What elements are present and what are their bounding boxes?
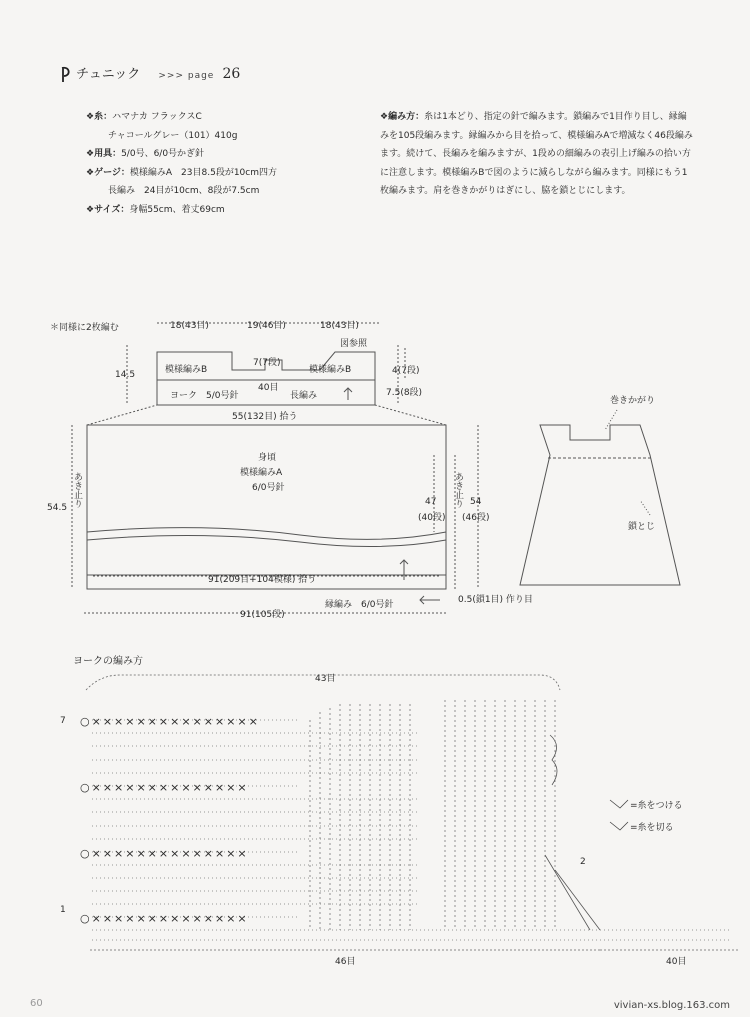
size-value: 身幅55cm、着丈69cm bbox=[129, 204, 225, 215]
dim-4: 4(7段) bbox=[392, 366, 420, 376]
chart-bottom-count: 46目 bbox=[335, 957, 356, 967]
title-ref: >>> page bbox=[158, 71, 215, 81]
chart-top-count: 43目 bbox=[315, 674, 336, 684]
label-yoke: ヨーク 5/0号針 bbox=[170, 391, 239, 401]
label-pattern-b-right: 模様編みB bbox=[309, 365, 352, 375]
note-two-pieces: ＊同様に2枚編む bbox=[50, 323, 119, 333]
label-body-pattern: 模様編みA bbox=[240, 468, 283, 478]
tools-label: ❖用具： bbox=[86, 149, 122, 159]
method-label: ❖編み方： bbox=[380, 112, 425, 122]
stitch-row-x: ○×××××××××××××× bbox=[80, 912, 249, 925]
chart-row-7: 7 bbox=[60, 716, 66, 726]
dim-55: 55(132目) 拾う bbox=[232, 412, 298, 422]
label-pattern-b-left: 模様編みB bbox=[165, 365, 208, 375]
dim-91-rows: 91(105段) bbox=[240, 610, 285, 620]
title-name: チュニック bbox=[76, 67, 141, 82]
dim-top-mid: 19(46目) bbox=[247, 321, 286, 331]
label-long-stitch: 長編み bbox=[290, 391, 318, 401]
gauge-line1: 模様編みA 23目8.5段が10cm四方 bbox=[129, 167, 277, 178]
stitch-row-x: ○×××××××××××××× bbox=[80, 781, 249, 794]
site-watermark: vivian-xs.blog.163.com bbox=[613, 1000, 730, 1011]
dim-top-right: 18(43目) bbox=[320, 321, 359, 331]
gauge-label: ❖ゲージ： bbox=[86, 167, 130, 178]
method-text: 糸は1本どり、指定の針で編みます。鎖編みで1目作り目し、縁編みを105段編みます。縁編みから目を拾って、模様編みAで増減なく46段編みます。続けて、長編みを編みますが、1段めの細編みの表引上げ編みの拾い方に注意します。模様編みBで図のように減らしながら編みます。同様にもう1枚編みます。肩を巻きかがりはぎにし、脇を鎖とじにします。 bbox=[380, 112, 693, 196]
label-body: 身頃 bbox=[258, 453, 277, 463]
label-opening-left: あき止り bbox=[72, 472, 82, 508]
dim-40: 40目 bbox=[258, 383, 279, 393]
stitch-row-x: ○×××××××××××××× bbox=[80, 847, 249, 860]
chart-row-1: 1 bbox=[60, 905, 66, 915]
dim-47-rows: (40段) bbox=[418, 513, 446, 523]
label-opening-right: あき止り bbox=[453, 472, 463, 508]
dim-47: 47 bbox=[425, 497, 437, 507]
dim-54: 54 bbox=[470, 497, 482, 507]
chart-title: ヨークの編み方 bbox=[73, 656, 143, 667]
chart-mark-2: 2 bbox=[580, 857, 586, 867]
label-border: 縁編み 6/0号針 bbox=[325, 600, 394, 610]
gauge-line2: 長編み 24目が10cm、8段が7.5cm bbox=[108, 186, 260, 196]
page-number: 60 bbox=[30, 998, 43, 1009]
label-body-hook: 6/0号針 bbox=[252, 483, 285, 493]
tools-value: 5/0号、6/0号かぎ針 bbox=[121, 149, 205, 159]
label-see-figure: 図参照 bbox=[340, 339, 368, 349]
dim-91-pick: 91(209目+104模様) 拾う bbox=[208, 575, 317, 585]
legend-cut: =糸を切る bbox=[630, 823, 674, 833]
dim-7-5: 7.5(8段) bbox=[386, 388, 423, 398]
yarn-line2: チャコールグレー（101）410g bbox=[108, 130, 238, 141]
size-label: ❖サイズ： bbox=[86, 204, 130, 215]
dim-7: 7(7段) bbox=[253, 358, 281, 368]
dim-14-5: 14.5 bbox=[115, 370, 136, 380]
stitch-row-x: ○××××××××××××××× bbox=[80, 715, 260, 728]
dim-top-left: 18(43目) bbox=[170, 321, 209, 331]
yarn-line1: ハマナカ フラックスC bbox=[112, 112, 202, 122]
label-whipstitch: 巻きかがり bbox=[610, 396, 656, 406]
dim-54-rows: (46段) bbox=[462, 513, 490, 523]
label-chain-join: 鎖とじ bbox=[628, 522, 656, 532]
dim-54-5: 54.5 bbox=[47, 503, 68, 513]
legend-attach: =糸をつける bbox=[630, 801, 683, 811]
label-chain-start: 0.5(鎖1目) 作り目 bbox=[458, 595, 533, 605]
chart-bottom-right-count: 40目 bbox=[666, 957, 687, 967]
yarn-label: ❖糸： bbox=[86, 112, 113, 122]
title-ref-page: 26 bbox=[222, 66, 241, 82]
